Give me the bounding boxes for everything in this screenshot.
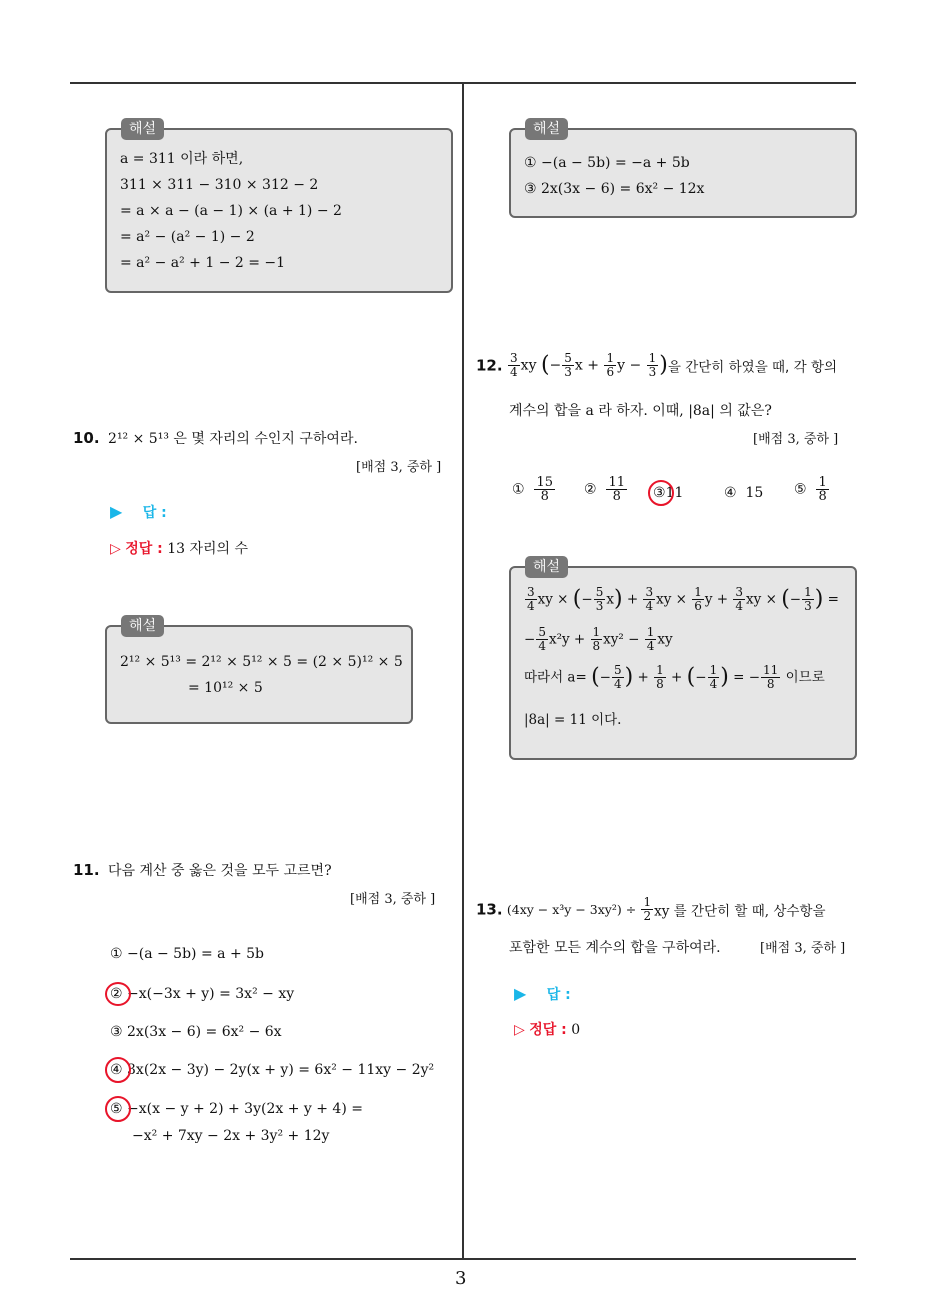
explanation-box-q10 [105, 618, 413, 724]
option-1 [512, 476, 556, 503]
correct-answer-value: 0 [571, 1022, 581, 1038]
explanation-line: |8a| = 11 이다. [524, 712, 622, 728]
selected-circle-icon [105, 1096, 131, 1122]
explanation-line: = a² − a² + 1 − 2 = −1 [120, 255, 286, 271]
option-mark: ③ [110, 1024, 123, 1040]
option-2 [110, 986, 294, 1002]
question-number: 10. [73, 429, 100, 447]
explanation-line: − $\frac{5}{4}$ x²y + $\frac{1}{8}$ xy² − $\frac{1}{4}$ xy [524, 625, 673, 653]
question-text: (4xy − x³y − 3xy²) ÷ [506, 902, 637, 917]
question-number: 12. [476, 356, 503, 375]
option-text: 15 [745, 485, 764, 501]
answer-row [514, 984, 571, 1004]
option-1 [110, 946, 264, 962]
question-meta: [배점 3, 중하 ] [350, 892, 436, 907]
correct-answer-row [514, 1019, 580, 1039]
explanation-line: = a × a − (a − 1) × (a + 1) − 2 [120, 203, 342, 219]
correct-answer-label: 정답 : [125, 541, 163, 557]
selected-circle-icon [105, 1057, 131, 1083]
question-text: 다음 계산 중 옳은 것을 모두 고르면? [108, 863, 332, 879]
option-5 [110, 1101, 363, 1117]
play-arrow-icon: ▶ [514, 984, 527, 1003]
option-mark: ② [110, 986, 123, 1002]
fraction: $\frac{1}{8}$ [818, 475, 827, 504]
expr-text: y − [617, 357, 642, 374]
option-mark: ① [512, 481, 525, 498]
option-text: 2x(3x − 6) = 6x² − 6x [127, 1024, 282, 1040]
option-3 [110, 1024, 282, 1040]
column-divider [462, 82, 464, 1259]
selected-circle-icon [105, 982, 131, 1006]
question-meta: [배점 3, 중하 ] [753, 432, 839, 447]
option-mark: ② [584, 481, 597, 498]
question-meta: [배점 3, 중하 ] [356, 460, 442, 475]
option-text: 11 [665, 485, 684, 501]
question-meta: [배점 3, 중하 ] [760, 941, 846, 956]
option-2 [584, 476, 628, 503]
correct-answer-value: 13 자리의 수 [167, 541, 249, 557]
expr-text: xy [520, 357, 537, 374]
explanation-line: 311 × 311 − 310 × 312 − 2 [120, 177, 319, 193]
explanation-tag: 해설 [525, 118, 568, 140]
bottom-rule [70, 1258, 856, 1260]
option-text: −x(−3x + y) = 3x² − xy [127, 986, 295, 1002]
explanation-box-q11 [509, 121, 857, 218]
explanation-line: a = 311 이라 하면, [120, 151, 244, 167]
option-5 [794, 476, 830, 503]
option-4 [724, 485, 763, 501]
answer-row [110, 502, 167, 522]
explanation-line: ③ 2x(3x − 6) = 6x² − 12x [524, 181, 705, 197]
option-mark: ③ [653, 485, 666, 501]
option-mark: ① [110, 946, 123, 962]
page-number: 3 [455, 1268, 467, 1289]
explanation-line: 2¹² × 5¹³ = 2¹² × 5¹² × 5 = (2 × 5)¹² × 5 [120, 654, 403, 670]
explanation-line: ① −(a − 5b) = −a + 5b [524, 155, 690, 171]
play-arrow-icon: ▶ [110, 502, 123, 521]
question-11 [73, 860, 332, 880]
explanation-tag: 해설 [121, 615, 164, 637]
answer-label: 답 : [142, 505, 167, 521]
question-10 [73, 428, 358, 448]
question-12: 12. $\frac{3}{4}$ xy (− $\frac{5}{3}$ x + $\frac{1}{6}$ y − $\frac{1}{3}$ )을 간단히 하였을 때, 각 항의 [476, 351, 838, 379]
option-text: 3x(2x − 3y) − 2y(x + y) = 6x² − 11xy − 2y² [127, 1062, 435, 1078]
option-text: −x² + 7xy − 2x + 3y² + 12y [132, 1128, 330, 1144]
explanation-line: 따라서 a= (− $\frac{5}{4}$ ) + $\frac{1}{8}$ + (− $\frac{1}{4}$ ) = − $\frac{11}{8}$ 이므로 [524, 663, 825, 691]
explanation-line: $\frac{3}{4}$ xy × (− $\frac{5}{3}$ x) + $\frac{3}{4}$ xy × $\frac{1}{6}$ y + $\frac{3}{4}$ xy × (− $\frac{1}{3}$ ) = [527, 585, 839, 613]
question-text: xy 를 간단히 할 때, 상수항을 [654, 903, 826, 920]
outline-arrow-icon: ▷ [514, 1022, 525, 1038]
question-text: 을 간단히 하였을 때, 각 항의 [667, 359, 838, 376]
question-number: 13. [476, 900, 503, 919]
fraction: $\frac{3}{4}$ [510, 351, 518, 379]
explanation-line: = a² − (a² − 1) − 2 [120, 229, 255, 245]
question-text: 2¹² × 5¹³ 은 몇 자리의 수인지 구하여라. [108, 431, 358, 447]
explanation-line: = 10¹² × 5 [188, 680, 263, 696]
option-mark: ⑤ [110, 1101, 123, 1117]
fraction: $\frac{1}{3}$ [648, 351, 657, 379]
option-5-continued [132, 1128, 329, 1144]
question-13 [476, 896, 826, 923]
expr-text: x + [574, 357, 599, 374]
option-mark: ④ [724, 485, 737, 501]
question-number: 11. [73, 861, 100, 879]
explanation-box-q9 [105, 121, 453, 293]
explanation-tag: 해설 [121, 118, 164, 140]
outline-arrow-icon: ▷ [110, 541, 121, 557]
correct-answer-row [110, 538, 248, 558]
option-mark: ④ [110, 1062, 123, 1078]
question-text-line2: 포함한 모든 계수의 합을 구하여라. [509, 940, 721, 956]
fraction: $\frac{5}{3}$ [564, 351, 572, 379]
option-text: −(a − 5b) = a + 5b [127, 946, 264, 962]
explanation-tag: 해설 [525, 556, 568, 578]
fraction: $\frac{11}{8}$ [608, 475, 626, 504]
question-text-line2: 계수의 합을 a 라 하자. 이때, |8a| 의 값은? [509, 403, 772, 419]
fraction: $\frac{15}{8}$ [536, 475, 554, 504]
correct-answer-label: 정답 : [529, 1022, 567, 1038]
explanation-box-q12 [509, 559, 857, 760]
answer-label: 답 : [546, 987, 571, 1003]
option-text: −x(x − y + 2) + 3y(2x + y + 4) = [127, 1101, 363, 1117]
fraction: $\frac{1}{2}$ [643, 895, 652, 923]
option-mark: ⑤ [794, 481, 807, 498]
selected-circle-icon [648, 480, 674, 506]
option-4 [110, 1062, 434, 1078]
fraction: $\frac{1}{6}$ [606, 351, 615, 379]
